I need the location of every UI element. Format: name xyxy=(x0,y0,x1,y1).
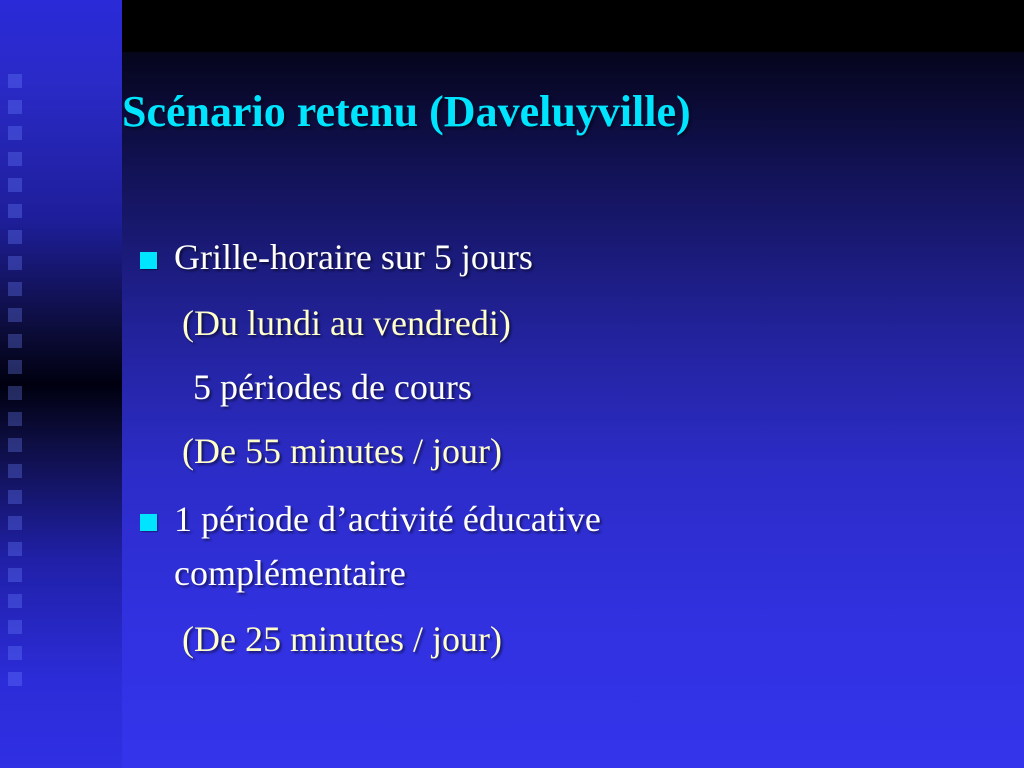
decorative-square xyxy=(8,282,22,296)
bullet-text-activite: 1 période d’activité éducative xyxy=(174,499,601,539)
top-dark-band xyxy=(122,0,1024,52)
sub-text-periodes: 5 périodes de cours xyxy=(193,367,472,407)
sub-text-jours: (Du lundi au vendredi) xyxy=(182,303,511,343)
decorative-square xyxy=(8,542,22,556)
decorative-square xyxy=(8,334,22,348)
sub-text-duree-cours: (De 55 minutes / jour) xyxy=(182,431,502,471)
decorative-square xyxy=(8,412,22,426)
bullet-square-icon xyxy=(140,514,157,531)
decorative-square xyxy=(8,568,22,582)
decorative-square xyxy=(8,672,22,686)
decorative-square xyxy=(8,464,22,478)
decorative-square xyxy=(8,256,22,270)
decorative-square xyxy=(8,308,22,322)
decorative-square xyxy=(8,490,22,504)
bullet-text-activite-cont: complémentaire xyxy=(174,553,406,593)
decorative-square xyxy=(8,126,22,140)
decorative-square xyxy=(8,204,22,218)
decorative-square xyxy=(8,620,22,634)
decorative-square xyxy=(8,178,22,192)
bullet-text-grille-horaire: Grille-horaire sur 5 jours xyxy=(174,237,533,277)
decorative-square xyxy=(8,100,22,114)
decorative-square xyxy=(8,152,22,166)
decorative-square xyxy=(8,438,22,452)
sub-text-duree-activite: (De 25 minutes / jour) xyxy=(182,619,502,659)
decorative-square xyxy=(8,230,22,244)
bullet-square-icon xyxy=(140,252,157,269)
decorative-square xyxy=(8,516,22,530)
slide-title: Scénario retenu (Daveluyville) xyxy=(122,87,691,136)
decorative-square xyxy=(8,360,22,374)
decorative-square xyxy=(8,386,22,400)
decorative-square xyxy=(8,74,22,88)
decorative-square xyxy=(8,594,22,608)
decorative-square xyxy=(8,646,22,660)
